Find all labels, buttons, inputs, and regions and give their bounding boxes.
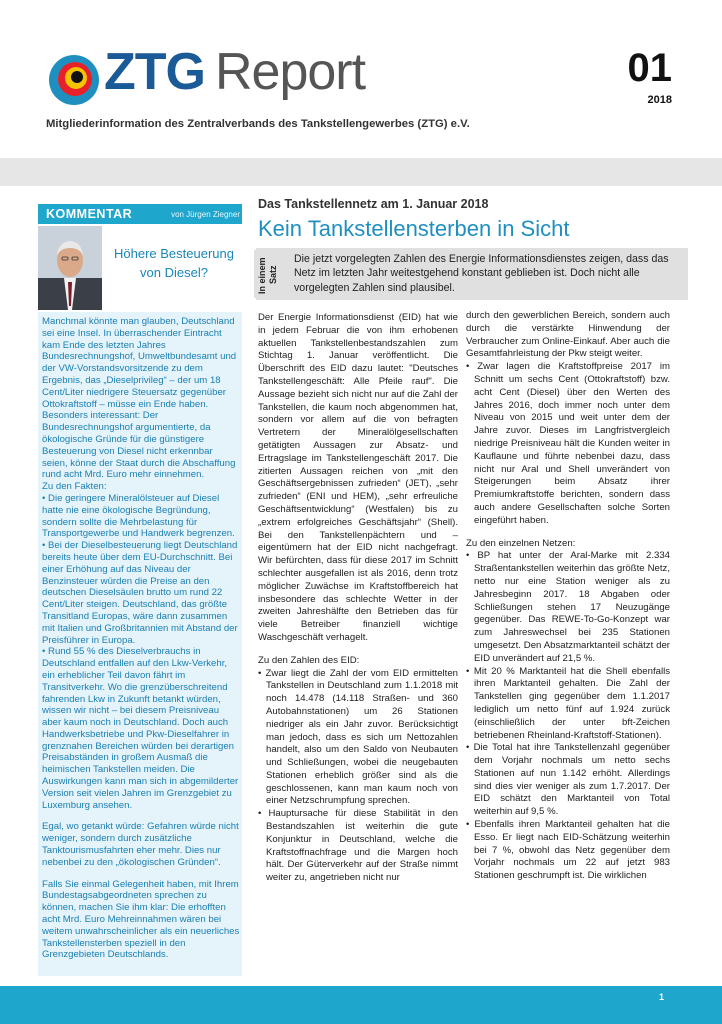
masthead-ztg: ZTG [104,43,205,101]
summary-label [254,250,280,298]
kommentar-label: KOMMENTAR [46,207,133,221]
article-column-2 [466,310,670,883]
kommentar-author: von Jürgen Ziegner [171,210,240,219]
masthead-subtitle: Mitgliederinformation des Zentralverbands des Tankstellengewerbes (ZTG) e.V. [46,118,470,130]
kommentar-paragraph: Manchmal könnte man glauben, Deutschland sei eine Insel. In überraschender Eintracht kam Ende des letzten Jahres Bundesrechnungshof, Umweltbundesamt und der VW-Vorstandsvorsitzende zu dem Ergebnis, das „Dieselprivileg“ – der um 18 Cent/Liter niedrigere Steuersatz gegenüber Ottokraftstoff – müsse ein Ende haben. Besonders interessant: Der Bundesrechnungshof argumentierte, da ökologische Gründe für die günstigere Besteuerung von Diesel nicht erkennbar seien, könne der Staat durch die Abschaffung rund acht Mrd. Euro mehr einnehmen. [42,316,237,481]
kommentar-body [42,316,240,961]
summary-label-line1: In einem [257,257,267,294]
kommentar-paragraph: Falls Sie einmal Gelegenheit haben, mit Ihrem Bundestagsabgeordneten sprechen zu können, machen Sie ihm klar: Die erhofften acht Mrd. Euro Mehreinnahmen wären bei weitem unwahrscheinlicher als ein neuerliches Tankstellensterben speziell in den Grenzgebieten Deutschlands. [42,878,240,961]
article-kicker: Das Tankstellennetz am 1. Januar 2018 [258,197,489,211]
article-bullet: • Zwar liegt die Zahl der vom EID ermittelten Tankstellen in Deutschland zum 1.1.2018 mit noch 14.478 (14.118 Straßen- und 360 Autobahnstationen) um 26 Stationen niedriger als ein Jahr zuvor. Berücksichtigt man jedoch, dass es sich um Nettozahlen handelt, also um den Saldo von Neubauten und Schließungen, wobei die neugebauten Stationen erheblich größer sind als die geschlossenen, kann man kaum noch von einer Netzschrumpfung sprechen. [258,667,458,807]
article-bullet: • Hauptursache für diese Stabilität in den Bestandszahlen ist weiterhin die gute Konjunktur in Deutschland, welche die Kraftstoffnachfrage und die Margen hoch hält. Der Güterverkehr auf der Straße nimmt weiter zu, angetrieben nicht nur [258,808,458,884]
summary-text: Die jetzt vorgelegten Zahlen des Energie Informationsdienstes zeigen, dass das Netz im letzten Jahr weitestgehend konstant geblieben ist. Doch nicht alle vorgelegten Zahlen sind plausibel. [294,253,669,294]
kommentar-bullet: • Die geringere Mineralölsteuer auf Diesel hatte nie eine ökologische Begründung, sondern sollte die Mehrbelastung für Transportgewerbe und Handwerk begrenzen. [42,492,235,540]
article-bullet: • BP hat unter der Aral-Marke mit 2.334 Straßentankstellen weiterhin das größte Netz, netto nur eine Station weniger als zu Jahresbeginn 2017. 18 Abgaben oder Schließungen stehen 17 Neuzugänge gegenüber. Das REWE-To-Go-Konzept war zum Jahreswechsel bei 235 Stationen umgesetzt. Den Absatzmarktanteil schätzt der EID unverändert auf 21,5 %. [466,550,670,664]
article-subheading: Zu den Zahlen des EID: [258,654,360,666]
header-divider-band [0,158,722,186]
kommentar-paragraph: Zu den Fakten: [42,481,107,493]
article-paragraph: durch den gewerblichen Bereich, sondern auch durch die verstärkte Hinwendung der Verbraucher zum Online-Einkauf. Aber auch die Gesamtfahrleistung der Pkw steigt weiter. [466,310,670,360]
ztg-logo-icon [48,54,100,106]
kommentar-headline: Höhere Besteuerung von Diesel? [114,246,234,280]
kommentar-bullet: • Rund 55 % des Dieselverbrauchs in Deutschland entfallen auf den Lkw-Verkehr, ein erheblicher Teil davon fährt im Transitverkehr. Wo die grenzüberschreitend fahrenden Lkw in Zukunft betankt würden, wissen wir nicht – bei diesem Preisniveau aber kaum noch in Deutschland. Doch auch Handwerksbetriebe und Pkw-Dieselfahrer in grenznahen Bereichen würden bei derartigen Preisabständen in großem Ausmaß die heimischen Tankstellen meiden. Die Auswirkungen kann man sich in abgemilderter Version seit vielen Jahren im Grenzgebiet zu Luxemburg ansehen. [42,646,239,811]
article-paragraph: Der Energie Informationsdienst (EID) hat wie in jedem Februar die von ihm erhobenen aktuellen Tankstellenbestandszahlen zum Stichtag 1. Januar veröffentlicht. Die Überschrift des EID dazu lautet: "Deutsches Tankstellengeschäft: Alle Pfeile rauf". Die Aussage bezieht sich nicht nur auf die Zahl der Tankstellen, die kaum noch abgenommen hat, sondern vor allem auf die von befragten Vertretern der Mineralölgesellschaften getätigten Aussagen zur Absatz- und Ertragslage im Tankstellengeschäft 2017. Die zitierten Aussagen reichen von „mit den Geschäftsergebnissen zufrieden“ (JET), „sehr zufrieden“ (ENI und HEM), „sehr erfreuliche Geschäftsentwicklung“ (Westfalen) bis zu „extrem erfolgreiches Geschäftsjahr“ (Shell). Bei den Tankstellenpächtern und –eigentümern hat der EID nicht nachgefragt. Wir befürchten, dass für diese 2017 im Schnitt schlechter ausgefallen ist als 2016, denn trotz möglicher Zuwächse im Kraftstoffbereich hat insbesondere das schlechte Wetter in der zweiten Jahreshälfte den Betrieben das für viele Betreiber finanziell wichtige Waschgeschäft verhagelt. [258,312,458,643]
kommentar-paragraph: Egal, wo getankt würde: Gefahren würde nicht weniger, sondern durch zusätzliche Tanktourismusfahrten eher mehr. Dies nur nebenbei zu den „ökologischen Gründen“. [42,821,239,868]
article-headline: Kein Tankstellensterben in Sicht [258,216,570,241]
page-number: 1 [658,992,664,1002]
issue-year: 2018 [647,94,672,106]
article-subheading: Zu den einzelnen Netzen: [466,537,576,549]
kommentar-bullet: • Bei der Dieselbesteuerung liegt Deutschland bereits heute über dem EU-Durchschnitt. Bei einer Erhöhung auf das Niveau der Benzinsteuer würden die Preise an den deutschen Dieselsäulen brutto um rund 22 Cent/Liter steigen. Deutschland, das größte Transitland Europas, wäre dann zusammen mit Italien und Großbritannien mit Abstand der Preisführer in Europa. [42,540,238,646]
article-bullet: • Zwar lagen die Kraftstoffpreise 2017 im Schnitt um sechs Cent (Ottokraftstoff) bzw. acht Cent (Diesel) über den Werten des Jahres 2016, doch immer noch unter dem Niveau von 2015 und weit unter dem der Jahre zuvor. Dieses im Langfristvergleich niedrige Preisniveau hält die Kunden weiter in Kauflaune und führte nebenbei dazu, dass nicht nur Aral und Shell unverändert von Steigerungen beim Absatz ihrer Premiumkraftstoffe berichten, sondern dass auch andere Gesellschaften solche Sorten eingeführt haben. [466,361,670,526]
article-bullet: • Die Total hat ihre Tankstellenzahl gegenüber dem Vorjahr nochmals um netto sechs Stationen auf nun 1.142 erhöht. Allerdings sind dies vier weniger als zum 1.7.2017. Der EID schätzt den Marktanteil von Total weiterhin auf 9,5 %. [466,742,670,818]
issue-number: 01 [627,46,672,90]
article-bullet: • Mit 20 % Marktanteil hat die Shell ebenfalls ihren Marktanteil gehalten. Die Zahl der Tankstellen ging gegenüber dem 1.1.2017 lediglich um netto fünf auf 1.924 zurück (einschließlich der unter bft-Zeichen betriebenen Rheinland-Kraftstoff-Stationen). [466,665,670,741]
footer-bar [0,986,722,1024]
article-bullet: • Ebenfalls ihren Marktanteil gehalten hat die Esso. Er liegt nach EID-Schätzung weiterhin bei 7 %, obwohl das Netz gegenüber dem Vorjahr nochmals um 22 auf jetzt 983 Stationen geschrumpft ist. Die wirklichen [466,819,670,882]
summary-label-line2: Satz [268,265,278,284]
author-portrait [38,226,102,310]
masthead-report: Report [214,43,366,101]
article-column-1 [258,312,458,885]
masthead-title [104,40,365,104]
